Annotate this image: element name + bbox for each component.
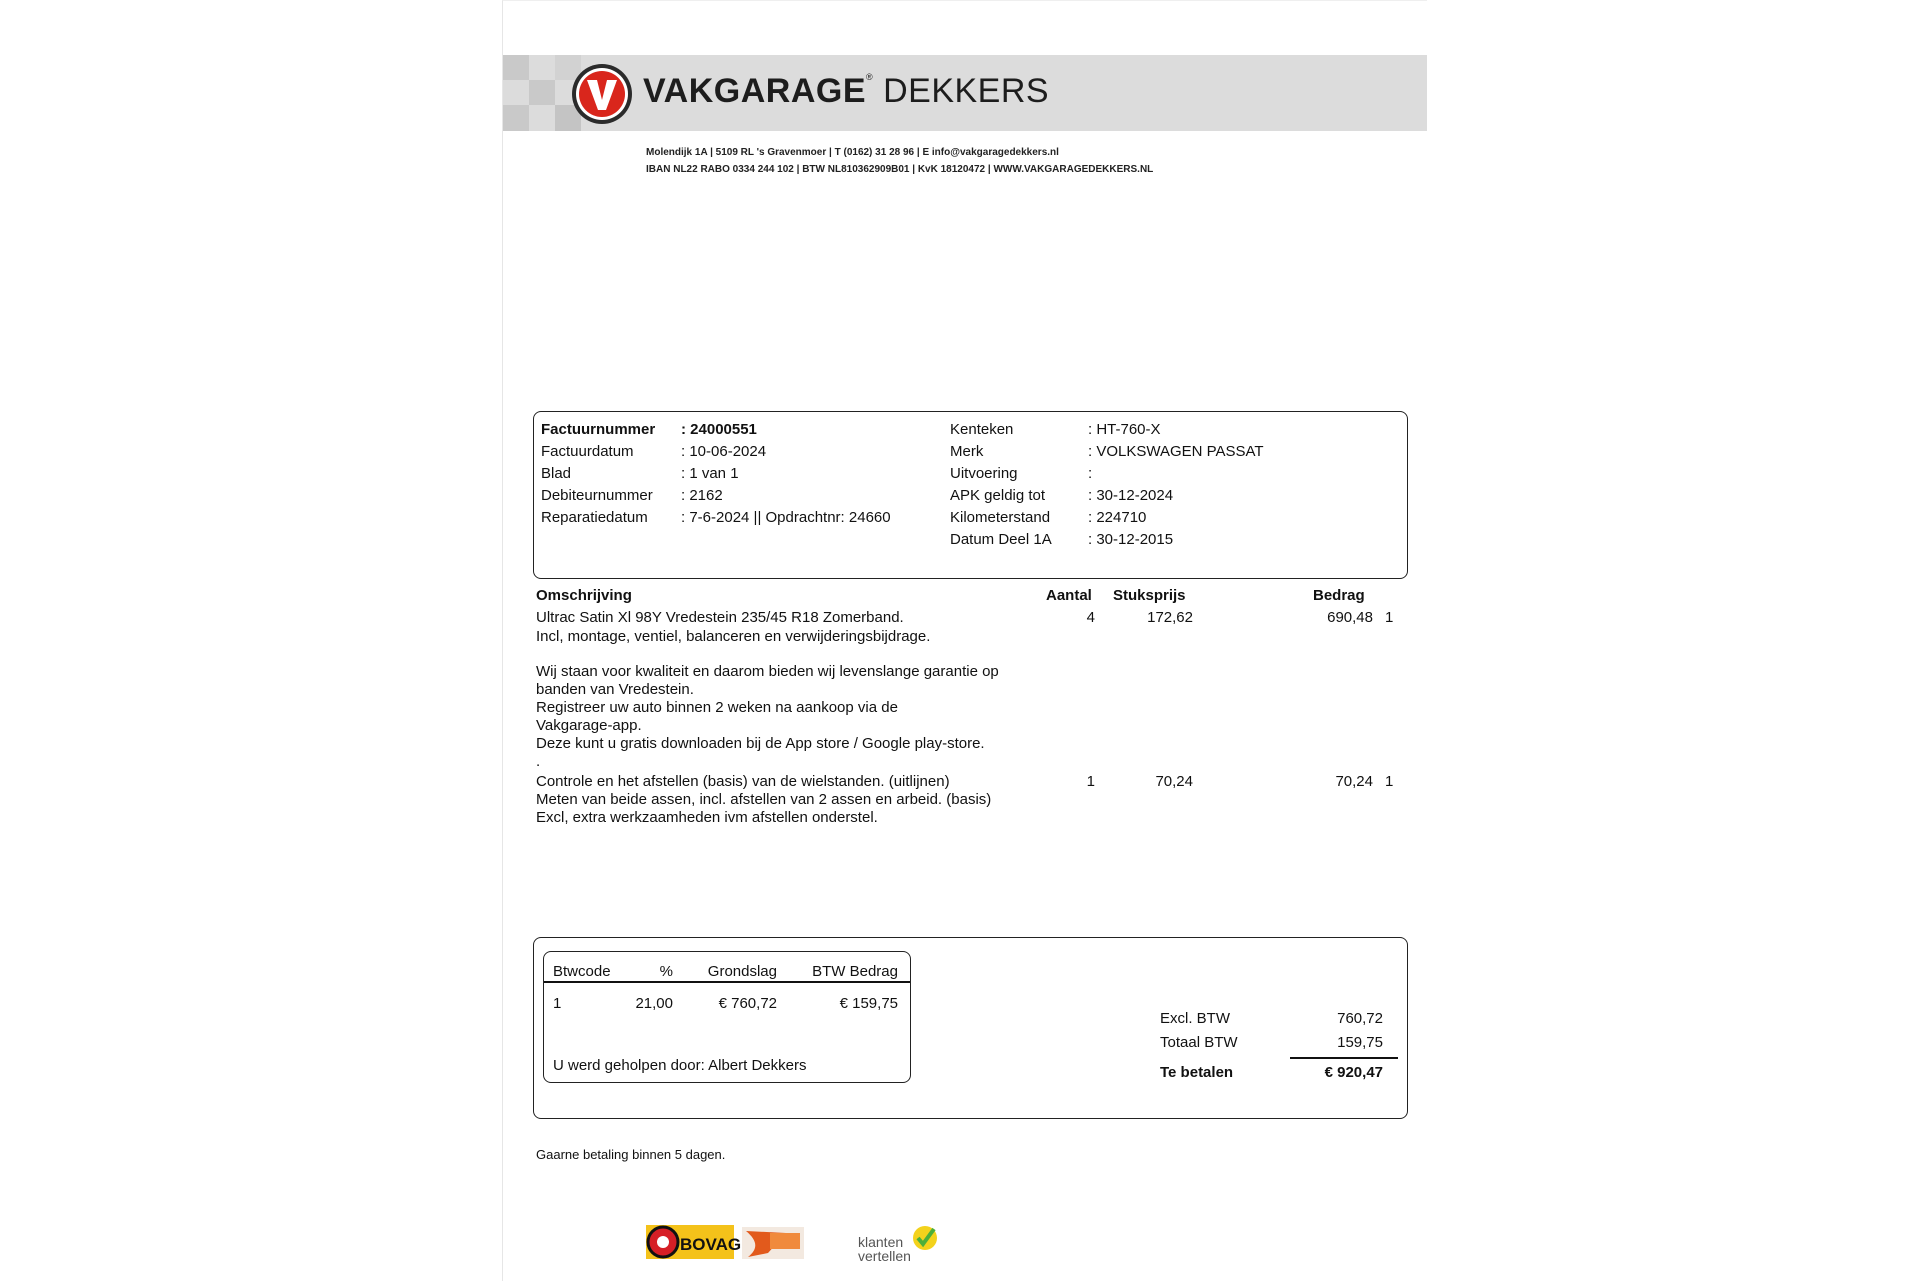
bovag-logo bbox=[646, 1223, 742, 1266]
svg-text:BOVAG: BOVAG bbox=[680, 1235, 742, 1254]
vehicle-field-value: : 30-12-2015 bbox=[1088, 531, 1174, 548]
excl-vat-label: Excl. BTW bbox=[1160, 1010, 1230, 1027]
invoice-field-value: : 10-06-2024 bbox=[681, 443, 767, 460]
line-text: Meten van beide assen, incl. afstellen van 2 assen en arbeid. (basis) bbox=[536, 791, 992, 808]
klantenvertellen-logo bbox=[858, 1223, 948, 1267]
item-unit-price: 172,62 bbox=[1147, 609, 1193, 626]
vehicle-field-label: Uitvoering bbox=[950, 465, 1018, 482]
col-header-description: Omschrijving bbox=[536, 587, 632, 604]
vakgarage-logo-icon bbox=[571, 63, 633, 125]
vehicle-field-value: : HT-760-X bbox=[1088, 421, 1161, 438]
total-divider bbox=[1290, 1057, 1398, 1059]
invoice-field-label: Factuurnummer bbox=[541, 421, 656, 438]
vehicle-field-value: : 30-12-2024 bbox=[1088, 487, 1174, 504]
item-amount: 690,48 bbox=[1327, 609, 1373, 626]
col-header-unit-price: Stuksprijs bbox=[1113, 587, 1186, 604]
invoice-field-label: Debiteurnummer bbox=[541, 487, 653, 504]
company-address: Molendijk 1A | 5109 RL 's Gravenmoer | T (0162) 31 28 96 | E info@vakgaragedekkers.nl bbox=[646, 147, 1059, 158]
vehicle-field-value: : bbox=[1088, 465, 1093, 482]
vat-row-base: € 760,72 bbox=[718, 995, 777, 1012]
total-vat-value: 159,75 bbox=[1337, 1034, 1383, 1051]
excl-vat-value: 760,72 bbox=[1337, 1010, 1383, 1027]
bovag-logo-icon bbox=[646, 1223, 742, 1261]
vehicle-field-label: Kenteken bbox=[950, 421, 1014, 438]
item-qty: 1 bbox=[1086, 773, 1095, 790]
vehicle-field-label: APK geldig tot bbox=[950, 487, 1046, 504]
bovag-keurmerk-logo bbox=[740, 1223, 806, 1268]
header-bar bbox=[503, 55, 1427, 131]
vehicle-field-value: : VOLKSWAGEN PASSAT bbox=[1088, 443, 1264, 460]
item-qty: 4 bbox=[1086, 609, 1095, 626]
klanten-text: klanten bbox=[858, 1234, 904, 1250]
checkmark-icon bbox=[910, 1223, 940, 1253]
company-bank-details: IBAN NL22 RABO 0334 244 102 | BTW NL810362909B01 | KvK 18120472 | WWW.VAKGARAGEDEKKERS.NL bbox=[646, 164, 1154, 175]
line-text: . bbox=[536, 753, 541, 770]
item-unit-price: 70,24 bbox=[1155, 773, 1193, 790]
col-header-qty: Aantal bbox=[1046, 587, 1092, 604]
col-header-amount: Bedrag bbox=[1313, 587, 1365, 604]
invoice-field-label: Factuurdatum bbox=[541, 443, 634, 460]
amount-due-label: Te betalen bbox=[1160, 1064, 1234, 1081]
invoice-page bbox=[502, 0, 1427, 1281]
vat-header-base: Grondslag bbox=[707, 963, 777, 980]
vat-header-code: Btwcode bbox=[553, 963, 611, 980]
line-text: Excl, extra werkzaamheden ivm afstellen onderstel. bbox=[536, 809, 878, 826]
line-text: Controle en het afstellen (basis) van de wielstanden. (uitlijnen) bbox=[536, 773, 950, 790]
vehicle-field-label: Kilometerstand bbox=[950, 509, 1051, 526]
brand-name: VAKGARAGE® DEKKERS bbox=[643, 72, 1050, 110]
checkered-pattern bbox=[503, 55, 581, 131]
line-text: banden van Vredestein. bbox=[536, 681, 694, 698]
invoice-field-label: Blad bbox=[541, 465, 572, 482]
helped-by: U werd geholpen door: Albert Dekkers bbox=[553, 1057, 807, 1074]
item-amount: 70,24 bbox=[1335, 773, 1373, 790]
vehicle-field-value: : 224710 bbox=[1088, 509, 1147, 526]
line-text: Wij staan voor kwaliteit en daarom bieden wij levenslange garantie op bbox=[536, 663, 999, 680]
vat-header-divider bbox=[544, 981, 910, 983]
vat-header-pct: % bbox=[659, 963, 673, 980]
total-vat-label: Totaal BTW bbox=[1160, 1034, 1238, 1051]
keurmerk-logo-icon bbox=[740, 1223, 806, 1263]
line-text: Registreer uw auto binnen 2 weken na aankoop via de bbox=[536, 699, 898, 716]
payment-note: Gaarne betaling binnen 5 dagen. bbox=[536, 1147, 726, 1162]
line-text: Ultrac Satin Xl 98Y Vredestein 235/45 R18 Zomerband. bbox=[536, 609, 904, 626]
line-text: Deze kunt u gratis downloaden bij de App store / Google play-store. bbox=[536, 735, 985, 752]
vehicle-field-label: Merk bbox=[950, 443, 984, 460]
item-vat-code: 1 bbox=[1385, 609, 1394, 626]
vat-row-amount: € 159,75 bbox=[839, 995, 898, 1012]
invoice-field-value: : 24000551 bbox=[681, 421, 757, 438]
vertellen-text: vertellen bbox=[858, 1248, 911, 1264]
vat-row-pct: 21,00 bbox=[635, 995, 673, 1012]
vehicle-field-label: Datum Deel 1A bbox=[950, 531, 1052, 548]
invoice-field-value: : 2162 bbox=[681, 487, 723, 504]
invoice-field-value: : 7-6-2024 || Opdrachtnr: 24660 bbox=[681, 509, 891, 526]
invoice-field-value: : 1 van 1 bbox=[681, 465, 739, 482]
amount-due-value: € 920,47 bbox=[1324, 1064, 1383, 1081]
vat-header-amount: BTW Bedrag bbox=[812, 963, 898, 980]
item-vat-code: 1 bbox=[1385, 773, 1394, 790]
line-text: Vakgarage-app. bbox=[536, 717, 642, 734]
line-text: Incl, montage, ventiel, balanceren en verwijderingsbijdrage. bbox=[536, 628, 931, 645]
vat-row-code: 1 bbox=[553, 995, 562, 1012]
invoice-field-label: Reparatiedatum bbox=[541, 509, 648, 526]
